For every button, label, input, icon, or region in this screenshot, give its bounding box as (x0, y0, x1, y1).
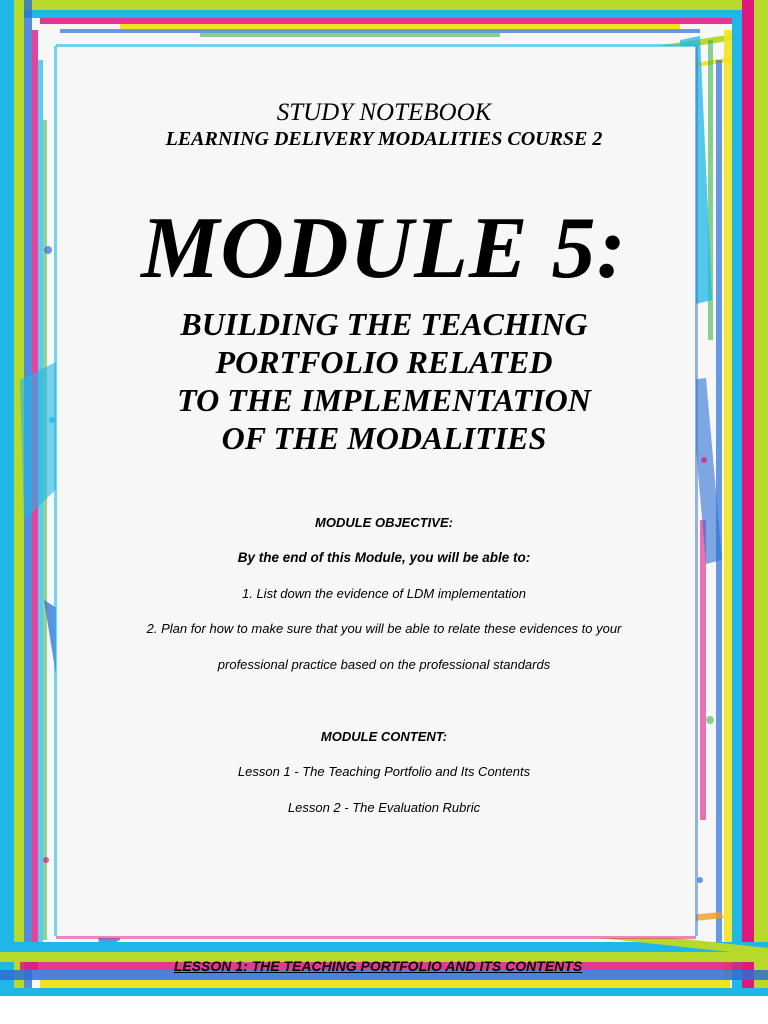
course-title: LEARNING DELIVERY MODALITIES COURSE 2 (165, 128, 603, 150)
lesson-heading: LESSON 1: THE TEACHING PORTFOLIO AND ITS CONTENTS (173, 958, 583, 974)
objective-heading: MODULE OBJECTIVE: (315, 515, 453, 530)
subtitle-line: TO THE IMPLEMENTATION (177, 382, 591, 418)
objective-item-2: 2. Plan for how to make sure that you will be able to relate these evidences to your (146, 621, 622, 636)
objective-intro: By the end of this Module, you will be able to: (237, 550, 531, 565)
objective-item-1: 1. List down the evidence of LDM implementation (242, 586, 526, 601)
objective-item-2-continued: professional practice based on the professional standards (217, 657, 551, 672)
content-heading: MODULE CONTENT: (320, 729, 448, 744)
lesson-2-item: Lesson 2 - The Evaluation Rubric (287, 800, 481, 815)
lesson-1-item: Lesson 1 - The Teaching Portfolio and Its Contents (237, 764, 531, 779)
module-subtitle (0, 305, 768, 457)
study-notebook-label: STUDY NOTEBOOK (276, 99, 492, 126)
subtitle-line: BUILDING THE TEACHING (180, 306, 588, 342)
subtitle-line: OF THE MODALITIES (221, 420, 547, 456)
module-title: MODULE 5: (141, 200, 627, 297)
subtitle-line: PORTFOLIO RELATED (215, 344, 553, 380)
